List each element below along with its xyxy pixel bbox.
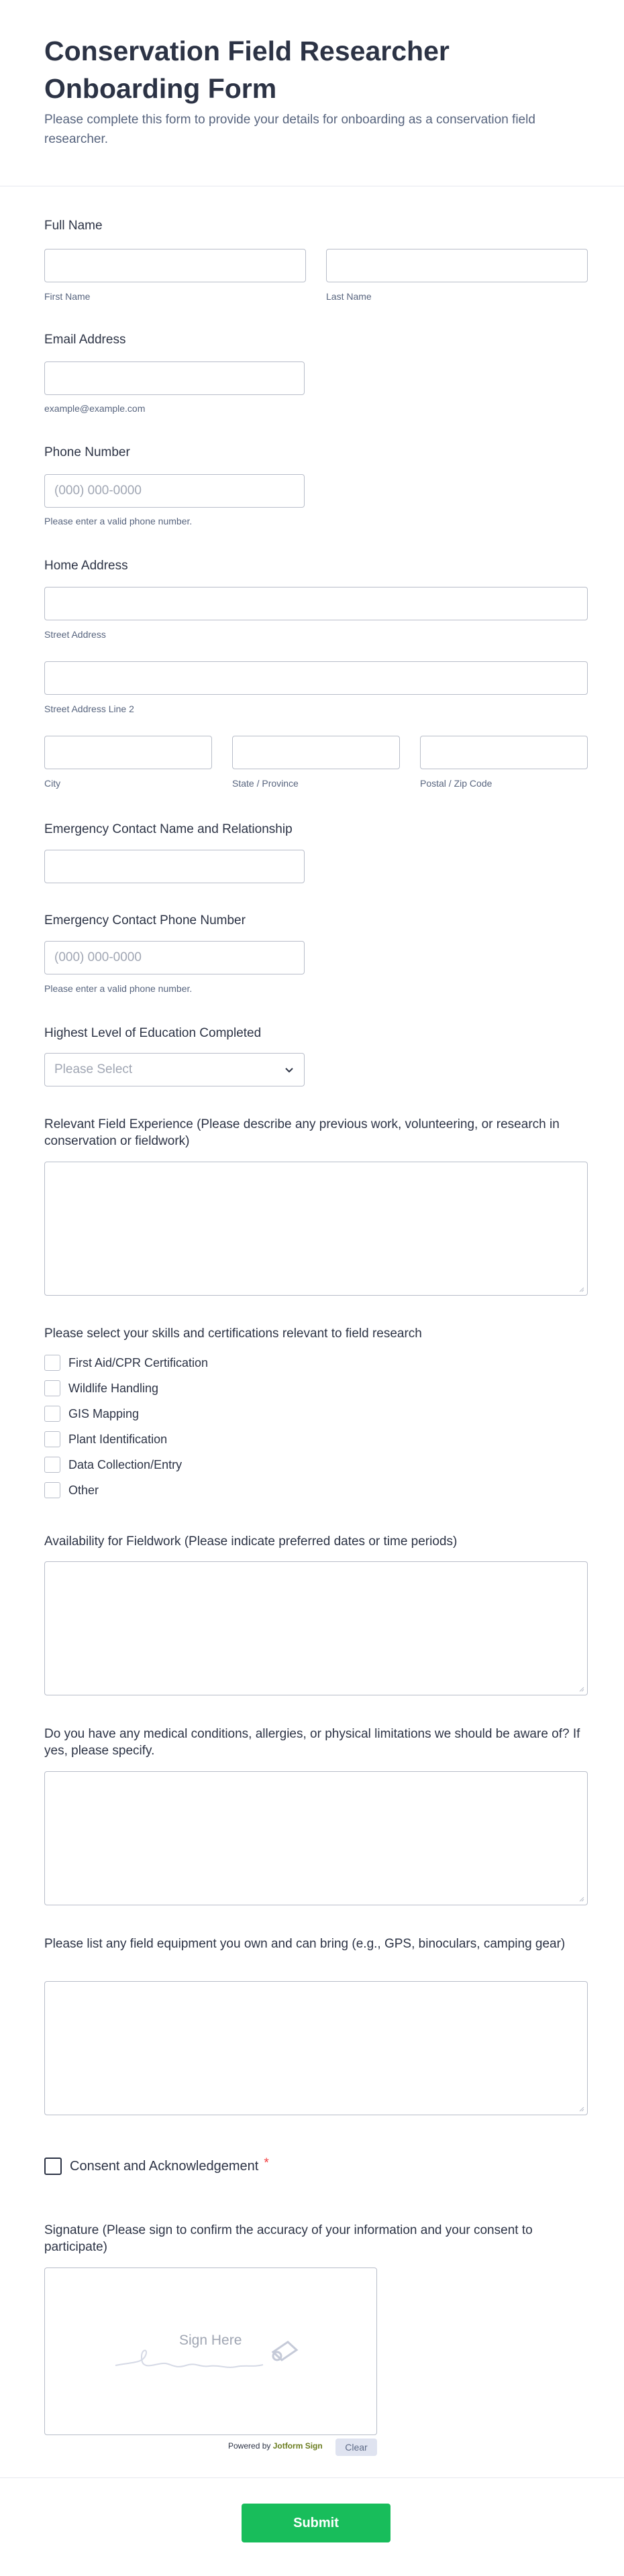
phone-input[interactable] <box>44 474 305 508</box>
city-input[interactable] <box>44 736 212 769</box>
zip-sublabel: Postal / Zip Code <box>420 778 492 789</box>
street-address-2-sublabel: Street Address Line 2 <box>44 704 134 714</box>
signature-pad[interactable] <box>44 2267 377 2435</box>
education-placeholder: Please Select <box>54 1062 133 1076</box>
availability-label: Availability for Fieldwork (Please indicate preferred dates or time periods) <box>44 1534 458 1549</box>
skill-option[interactable] <box>44 1405 139 1422</box>
medical-label: Do you have any medical conditions, allergies, or physical limitations we should be aware of? If yes, please specify. <box>44 1727 580 1758</box>
skill-option-label: Other <box>68 1483 99 1497</box>
full-name-label: Full Name <box>44 219 103 233</box>
email-input[interactable] <box>44 361 305 395</box>
zip-input[interactable] <box>420 736 588 769</box>
consent-checkbox[interactable] <box>44 2158 62 2175</box>
resize-handle-icon[interactable] <box>578 1685 584 1692</box>
skill-option-label: First Aid/CPR Certification <box>68 1355 209 1369</box>
first-name-sublabel: First Name <box>44 291 91 302</box>
resize-handle-icon[interactable] <box>578 1895 584 1902</box>
phone-placeholder: (000) 000-0000 <box>54 484 142 498</box>
address-label: Home Address <box>44 559 128 573</box>
consent-checkbox-row[interactable] <box>44 2156 269 2176</box>
street-address-2-input[interactable] <box>44 661 588 695</box>
resize-handle-icon[interactable] <box>578 1286 584 1292</box>
checkbox[interactable] <box>44 1482 60 1498</box>
skills-label: Please select your skills and certifications relevant to field research <box>44 1327 422 1341</box>
equipment-label: Please list any field equipment you own and can bring (e.g., GPS, binoculars, camping gear) <box>44 1937 566 1951</box>
form-title: Conservation Field Researcher Onboarding Form <box>44 36 450 104</box>
emergency-name-input[interactable] <box>44 850 305 883</box>
form-header <box>0 0 624 186</box>
email-hint: example@example.com <box>44 403 146 414</box>
city-sublabel: City <box>44 778 61 789</box>
skill-option-label: Wildlife Handling <box>68 1381 159 1395</box>
education-dropdown[interactable] <box>44 1053 305 1086</box>
signature-label: Signature (Please sign to confirm the accuracy of your information and your consent to participate) <box>44 2223 533 2254</box>
checkbox[interactable] <box>44 1380 60 1396</box>
resize-handle-icon[interactable] <box>578 2105 584 2112</box>
last-name-input[interactable] <box>326 249 588 282</box>
checkbox[interactable] <box>44 1406 60 1422</box>
first-name-input[interactable] <box>44 249 306 282</box>
powered-brand: Jotform Sign <box>272 2441 323 2451</box>
checkbox[interactable] <box>44 1355 60 1371</box>
emergency-phone-hint: Please enter a valid phone number. <box>44 983 193 994</box>
chevron-down-icon <box>284 1064 295 1075</box>
required-mark: * <box>264 2156 269 2170</box>
email-label: Email Address <box>44 333 126 347</box>
phone-hint: Please enter a valid phone number. <box>44 516 193 526</box>
skill-option[interactable] <box>44 1456 182 1473</box>
checkbox[interactable] <box>44 1457 60 1473</box>
street-address-input[interactable] <box>44 587 588 620</box>
emergency-name-label: Emergency Contact Name and Relationship <box>44 822 293 836</box>
skill-option[interactable] <box>44 1481 99 1499</box>
emergency-phone-input[interactable] <box>44 941 305 974</box>
signature-placeholder: Sign Here <box>179 2333 242 2348</box>
skill-option-label: Plant Identification <box>68 1432 168 1446</box>
skill-option-label: GIS Mapping <box>68 1406 140 1420</box>
emergency-phone-placeholder: (000) 000-0000 <box>54 950 142 964</box>
skill-option[interactable] <box>44 1431 167 1448</box>
skill-option[interactable] <box>44 1354 208 1371</box>
submit-button[interactable]: Submit <box>242 2504 391 2542</box>
experience-textarea[interactable] <box>44 1162 588 1296</box>
equipment-textarea[interactable] <box>44 1981 588 2115</box>
education-label: Highest Level of Education Completed <box>44 1026 262 1040</box>
skill-option[interactable] <box>44 1380 158 1397</box>
street-address-sublabel: Street Address <box>44 629 106 640</box>
form-footer <box>0 2477 624 2576</box>
state-sublabel: State / Province <box>232 778 299 789</box>
consent-label: Consent and Acknowledgement <box>70 2158 259 2174</box>
emergency-phone-label: Emergency Contact Phone Number <box>44 913 246 928</box>
skill-option-label: Data Collection/Entry <box>68 1457 183 1471</box>
checkbox[interactable] <box>44 1431 60 1447</box>
powered-by <box>228 2441 323 2451</box>
form-subtitle: Please complete this form to provide your details for onboarding as a conservation field researcher. <box>44 113 535 146</box>
medical-textarea[interactable] <box>44 1771 588 1905</box>
experience-label: Relevant Field Experience (Please describe any previous work, volunteering, or research in conservation or fieldwork) <box>44 1117 560 1148</box>
phone-label: Phone Number <box>44 445 130 459</box>
powered-prefix: Powered by <box>228 2441 271 2451</box>
availability-textarea[interactable] <box>44 1561 588 1695</box>
clear-signature-button[interactable]: Clear <box>335 2439 377 2456</box>
state-input[interactable] <box>232 736 400 769</box>
last-name-sublabel: Last Name <box>326 291 372 302</box>
